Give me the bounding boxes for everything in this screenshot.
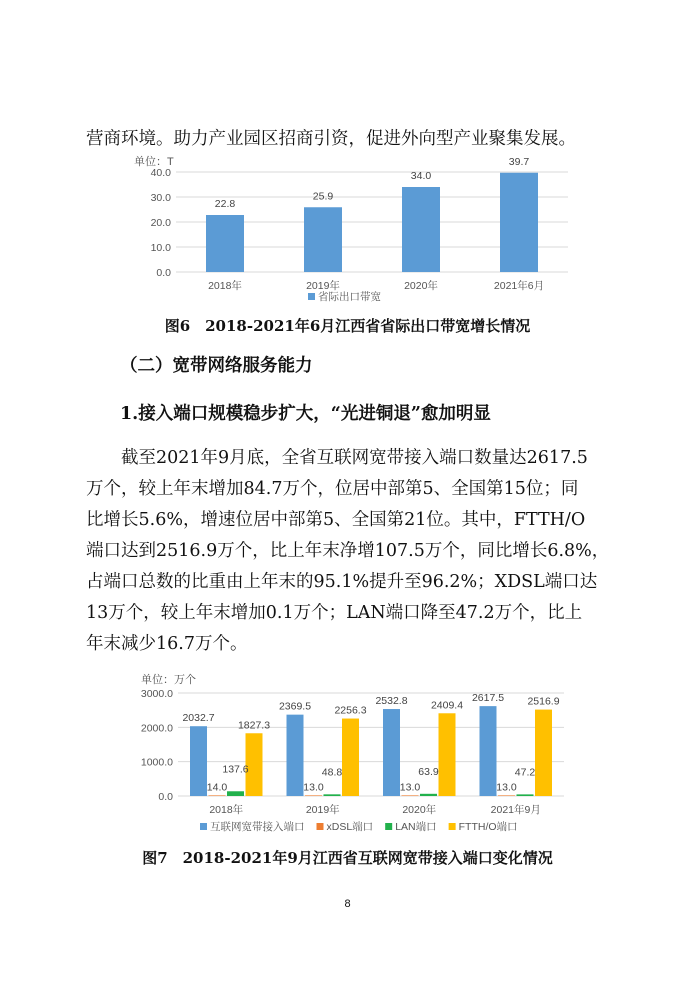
figure6-value-label: 25.9	[312, 190, 334, 203]
figure7-legend-label: xDSL端口	[326, 821, 374, 833]
figure7-category-label: 2018年	[209, 804, 244, 816]
figure6-category-label: 2021年6月	[493, 280, 545, 292]
figure7-bar	[480, 706, 497, 796]
figure7-bar	[517, 794, 534, 796]
figure6-y-tick-label: 0.0	[156, 267, 171, 279]
figure7-value-label: 48.8	[321, 766, 343, 779]
figure7-y-tick-label: 2000.0	[140, 722, 173, 735]
figure7-value-label: 1827.3	[237, 719, 271, 732]
figure7-bar	[383, 709, 400, 796]
figure7-y-tick-label: 1000.0	[140, 756, 173, 769]
figure7-bar	[402, 795, 419, 796]
figure7-value-label: 47.2	[514, 766, 536, 779]
paragraph-line: 年末减少16.7万个。	[86, 634, 248, 654]
figure7-category-label: 2021年9月	[490, 804, 541, 816]
figure7-value-label: 13.0	[303, 781, 324, 794]
figure7-bar	[342, 719, 359, 796]
intro-line: 营商环境。助力产业园区招商引资，促进外向型产业聚集发展。	[86, 129, 576, 149]
figure7-value-label: 14.0	[206, 781, 228, 794]
subsection-heading: 1.接入端口规模稳步扩大，“光进铜退”愈加明显	[120, 404, 491, 424]
figure6-category-label: 2019年	[306, 280, 340, 292]
figure6-legend-label: 省际出口带宽	[318, 291, 381, 303]
figure7-bar	[324, 794, 341, 796]
figure7-value-label: 2532.8	[375, 695, 408, 708]
figure7-value-label: 63.9	[418, 765, 439, 778]
paragraph-line: 端口达到2516.9万个，比上年末净增107.5万个，同比增长6.8%，	[86, 541, 610, 561]
figure7-value-label: 13.0	[496, 781, 517, 794]
figure7-bar	[287, 715, 304, 796]
figure7-value-label: 2516.9	[527, 695, 560, 708]
figure6-y-tick-label: 20.0	[150, 217, 171, 229]
figure7-bar	[535, 710, 552, 796]
paragraph-line: 13万个，较上年末增加0.1万个；LAN端口降至47.2万个，比上	[86, 603, 583, 623]
figure7-value-label: 2617.5	[471, 692, 505, 705]
figure7-value-label: 2256.3	[334, 704, 367, 717]
figure7-bar	[209, 795, 226, 796]
paragraph-line: 万个，较上年末增加84.7万个，位居中部第5、全国第15位；同	[86, 479, 579, 499]
figure7-value-label: 2409.4	[430, 699, 464, 712]
section-heading: （二）宽带网络服务能力	[120, 356, 313, 376]
figure6-y-tick-label: 10.0	[150, 242, 171, 254]
figure7-legend-swatch	[317, 823, 324, 830]
figure7-legend-label: 互联网宽带接入端口	[210, 821, 305, 833]
page-number: 8	[344, 898, 351, 910]
figure7-value-label: 13.0	[399, 781, 421, 794]
figure6-caption: 图6 2018-2021年6月江西省省际出口带宽增长情况	[164, 317, 531, 335]
figure7-legend-swatch	[449, 823, 456, 830]
figure7-bar	[439, 713, 456, 796]
figure6-value-label: 34.0	[410, 170, 432, 182]
figure7-bar	[420, 794, 437, 796]
figure6-category-label: 2020年	[404, 280, 438, 292]
paragraph-line: 比增长5.6%，增速位居中部第5、全国第21位。其中，FTTH/O	[86, 510, 586, 530]
figure6-y-tick-label: 40.0	[150, 167, 171, 179]
figure7-category-label: 2019年	[305, 804, 340, 816]
figure7-legend-label: FTTH/O端口	[458, 821, 518, 833]
figure7-bar	[227, 791, 244, 796]
figure7-unit-label: 单位：万个	[141, 674, 196, 686]
figure7-caption: 图7 2018-2021年9月江西省互联网宽带接入端口变化情况	[142, 849, 553, 867]
figure7-value-label: 2369.5	[278, 700, 312, 713]
figure7-y-tick-label: 0.0	[158, 791, 173, 803]
figure7-value-label: 2032.7	[182, 712, 215, 725]
figure7-legend-label: LAN端口	[395, 821, 437, 833]
figure7-y-tick-label: 3000.0	[140, 688, 173, 700]
figure6-y-tick-label: 30.0	[150, 192, 171, 204]
figure7-bar	[305, 795, 322, 796]
figure7-bar	[498, 795, 515, 796]
figure6-category-label: 2018年	[208, 280, 242, 292]
figure6-unit-label: 单位：T	[134, 156, 174, 168]
figure7-legend-swatch	[200, 823, 207, 830]
figure7-legend-swatch	[385, 823, 392, 830]
figure6-value-label: 39.7	[508, 155, 530, 168]
figure7-bar	[190, 726, 207, 796]
paragraph-line: 占端口总数的比重由上年末的95.1%提升至96.2%；XDSL端口达	[86, 572, 598, 592]
figure7-category-label: 2020年	[402, 804, 437, 816]
figure6-value-label: 22.8	[214, 198, 236, 210]
figure7-value-label: 137.6	[222, 763, 249, 776]
paragraph-line: 截至2021年9月底，全省互联网宽带接入端口数量达2617.5	[86, 448, 588, 468]
